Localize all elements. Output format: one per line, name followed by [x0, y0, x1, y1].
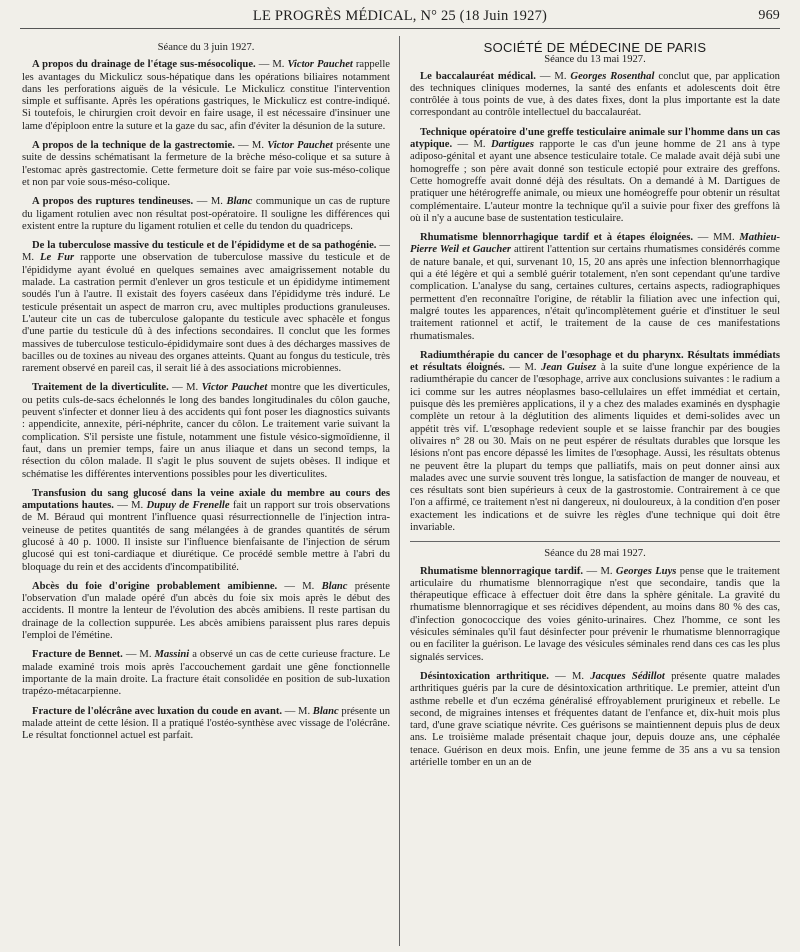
article-body: fait un rapport sur trois observations de M. Béraud qui montrent l'influence quasi résurrectionnelle de l'injection intra-veineuse de petites quantités de sang mélangées à de grandes quantités de sérum glucosé à 40 p. 1000. Il insiste sur l'influence bienfaisante de l'injection de sérum glucosé qui est toni-cardiaque et diurétique. Ce procédé semble mettre à l'abri du bloquage du rein et des accidents d'incompatibilité.: [22, 500, 390, 573]
article-separator: — M.: [535, 70, 571, 82]
article-author: Le Fur: [40, 252, 75, 264]
article-separator: — M.: [277, 580, 322, 592]
second-session-date: Séance du 28 mai 1927.: [544, 548, 646, 560]
article-paragraph: [22, 706, 390, 743]
article-title: De la tuberculose massive du testicule et de l'épididyme et de sa pathogénie.: [32, 240, 377, 252]
article-title: Désintoxication arthritique.: [420, 670, 549, 682]
article-paragraph: [410, 71, 780, 120]
article-body: présente une suite de dessins schématisant la fermeture de la brèche méso-colique et sa suture à l'estomac après gastrectomie. Cette fermeture doit se faire par voie sus-méso-colique et non par voie sous-méso-colique.: [22, 140, 390, 188]
article-paragraph: [410, 671, 780, 769]
article-paragraph: [22, 196, 390, 233]
article-paragraph: [410, 127, 780, 225]
article-author: Georges Rosenthal: [570, 70, 655, 82]
article-paragraph: [22, 382, 390, 480]
article-title: A propos de la technique de la gastrectomie.: [32, 140, 235, 152]
article-separator: — M.: [113, 500, 147, 512]
article-paragraph: [22, 240, 390, 375]
article-body: rapporte une observation de tuberculose massive du testicule et de l'épididyme ayant évolué en quelques semaines avec amaigrissement notable du malade. La castration permit d'enlever un gros testicule et un épididyme intimement soudés l'un à l'autre. Il existait des foyers caséeux dans l'épididyme très induré. Le testicule présentait un aspect de marron cru, avec multiples productions granuleuses. L'auteur cite un cas de tuberculose galopante du testicule avec sphacèle et fongus d'une partie du testicule dû à des infections secondaires. Il conclut que les formes massives de tuberculose testiculo-épididymaire sont dues à des décharges massives de bacilles ou de toxines au niveau des organes atteints. Quant au fongus du testicule, très rarement observé en pareil cas, il serait lié à des associations microbiennes.: [22, 252, 390, 375]
page-number: 969: [758, 8, 780, 23]
article-paragraph: [410, 232, 780, 343]
article-separator: — MM.: [693, 232, 740, 244]
running-header: [20, 4, 780, 29]
left-column: [22, 36, 390, 948]
article-separator: — M.: [193, 196, 227, 208]
article-title: A propos des ruptures tendineuses.: [32, 196, 194, 208]
society-title: SOCIÉTÉ DE MÉDECINE DE PARIS: [483, 40, 707, 55]
article-separator: — M.: [168, 382, 202, 394]
right-articles: [410, 71, 780, 535]
article-body: présente quatre malades arthritiques guéris par la cure de désintoxication arthritique. Le premier, atteint d'un asthme rebelle et d'un eczéma généralisé effroyablement prurigineux et rebelle. Le second, de migraines intenses et fréquentes datant de l'enfance et, dix-huit mois plus tard, d'une grave sciatique névrite. Ces guérisons se maintiennent depuis plus de deux ans. Le troisième malade présentait chaque jour, depuis douze ans, une céphalée tenace. Guérison en deux mois. Enfin, une jeune femme de 35 ans a vu sa tension artérielle tomber en un an de: [410, 670, 780, 769]
article-body: pense que le traitement articulaire du rhumatisme blennorragique n'est que secondaire, tandis que la thérapeutique efficace à effectuer doit être dans la sphère génitale. La gravité du rhumatisme blennorragique et ses récidives dépendent, au moins dans 80 % des cas, d'infection gonococcique des voies génito-urinaires. Chez l'homme, ce sont les vésicules séminales qu'il faut désinfecter pour prévenir le rhumatisme blennorragique ou en faciliter la guérison. Le lavage des vésicules séminales rend dans ces cas les plus signalés services.: [410, 565, 780, 663]
article-separator: — M.: [122, 649, 155, 661]
article-author: Victor Pauchet: [201, 382, 268, 394]
article-body: montre que les diverticules, ou petits culs-de-sacs échelonnés le long des bandes longitudinales du côlon gauche, peuvent s'infecter et donner lieu à des accidents qui font poser les diagnostics suivants : appendicite, annexite, péri-néphrite, cancer du côlon. Le traitement varie suivant la complication. S'il persiste une fistule, notamment une fistule vésico-sigmoïdienne, il faut, dans un premier temps, faire un anus iliaque et dans un second temps, la résection du côlon malade. Il s'agit le plus souvent de sujets obèses. Il indique et schématise les différentes interventions possibles pour les diverticulites.: [22, 382, 390, 480]
article-title: Abcès du foie d'origine probablement amibienne.: [32, 580, 278, 592]
article-author: Dartigues: [490, 139, 534, 151]
session-date: Séance du 3 juin 1927.: [157, 42, 255, 53]
article-separator: — M.: [22, 240, 390, 264]
article-separator: — M.: [282, 705, 313, 717]
article-separator: — M.: [452, 139, 491, 151]
article-body: communique un cas de rupture du ligament rotulien avec non résultat post-opératoire. Il souligne les différences qui existent entre la rupture du ligament rotulien et celle du tendon du quadriceps.: [22, 196, 390, 232]
article-body: à la suite d'une longue expérience de la radiumthérapie du cancer de l'œsophage, arrive aux conclusions suivantes : le radium a ici comme sur les autres néoplasmes baso-cellulaires un effet immédiat et certain, puisque dès les premières applications, il y a chez des malades examinés en dysphagie complète un retour à la déglutition des aliments liquides et demi-solides avec un appétit très vif. L'œsophage redevient souple et se laisse franchir par des bougies olivaires n° 28 ou 30. Mais on ne peut espérer de résultats durables que lorsque les lésions n'ont pas encore dépassé les limites de l'œsophage. Aussi, les résultats obtenus ne peuvent être la plupart du temps que palliatifs, mais on peut donner ainsi aux malades avec une survie souvent très longue, la satisfaction de manger de nouveau, et ces résultats sont bien supérieurs à ceux de la gastrostomie. Contrairement à ce que l'on a affirmé, ce traitement n'est ni dangereux, ni douloureux, à la condition d'en poser exactement les indications et de suivre les règles d'une technique qui doit être invariable.: [410, 362, 780, 533]
article-separator: — M.: [504, 362, 542, 374]
article-body: présente l'observation d'un malade opéré d'un abcès du foie six mois après le début des accidents. Il montre la lenteur de l'évolution des abcès amibiens. Il reste partisan du drainage de la collection suppurée. Les abcès amibiens paraissent plus rares depuis l'emploi de l'émétine.: [22, 580, 390, 642]
section-rule: [410, 541, 780, 542]
article-title: Traitement de la diverticulite.: [32, 382, 169, 394]
article-title: Le baccalauréat médical.: [420, 70, 536, 82]
article-title: A propos du drainage de l'étage sus-mésocolique.: [32, 59, 256, 71]
article-body: rapporte le cas d'un jeune homme de 21 ans à type adiposo-génital et ayant une absence testiculaire totale. Ce malade avait déjà subi une homogreffe ; son père avait donné son testicule ectopié pour extraire des greffons. Cette homogreffe avait donné déjà des résultats. On a demandé à M. Dartigues de pratiquer une hétérogreffe animale, ou mieux une homéogreffe pour obtenir un résultat complémentaire. L'auteur montre la technique qu'il a suivie pour fixer des greffons là où il n'y a aucune base de sustentation testiculaire.: [410, 139, 780, 224]
article-author: Jean Guisez: [541, 362, 597, 374]
running-title: LE PROGRÈS MÉDICAL, N° 25 (18 Juin 1927): [252, 7, 548, 24]
article-separator: — M.: [255, 59, 288, 71]
column-divider: [399, 36, 400, 946]
article-body: conclut que, par application des techniques cliniques modernes, la santé des enfants et adolescents doit être contrôlée à tous points de vue, à des dates fixes, dont la plus importante est la date correspondant au contrôle intellectuel du baccalauréat.: [410, 70, 780, 119]
article-body: attirent l'attention sur certains rhumatismes considérés comme de nature banale, et qui, survenant 10, 15, 20 ans après une infection blennorrhagique qui a été légère et qui a semblé guérir totalement, n'en sont cependant qu'une tardive complication. L'analyse du sang, certaines cultures, certains aspects, radiographiques permettent d'en reconnaître l'origine, de rétablir la filiation avec une infection qui, malgré toutes les apparences, n'était qu'incomplètement guérie et d'instituer le seul traitement rationnel et actif, le traitement de la cause de ces manifestations rhumatismales.: [410, 244, 780, 342]
article-title: Radiumthérapie du cancer de l'œsophage et du pharynx. Résultats immédiats et résultats éloignés.: [410, 349, 780, 374]
article-author: Blanc: [226, 196, 253, 208]
article-paragraph: [410, 566, 780, 664]
article-paragraph: [410, 350, 780, 534]
article-title: Rhumatisme blennorrhagique tardif et à étapes éloignées.: [420, 232, 694, 244]
article-body: rappelle les avantages du Mickulicz sous-hépatique dans les opérations biliaires notamment dans les perforations aiguës de la vésicule. Le Mickulicz constitue l'intervention simple et suffisante. Après les opérations gastriques, le Mickulicz est contre-indiqué. Si toutefois, le chirurgien croit devoir en faire usage, il est nécessaire d'insinuer une lame d'épiploon entre la suture et la gaze du sac, afin d'éviter la désunion de la suture.: [22, 59, 390, 132]
society-session-date: Séance du 13 mai 1927.: [544, 54, 646, 66]
article-paragraph: [22, 59, 390, 133]
article-separator: — M.: [583, 565, 616, 577]
article-body: présente un malade atteint de cette lésion. Il a pratiqué l'ostéo-synthèse avec vissage de l'olécrâne. Le résultat fonctionnel actuel est parfait.: [22, 705, 390, 742]
article-title: Fracture de Bennet.: [32, 649, 123, 661]
article-title: Technique opératoire d'une greffe testiculaire animale sur l'homme dans un cas atypique.: [410, 126, 780, 151]
article-author: Mathieu-Pierre Weil et Gaucher: [410, 232, 780, 256]
article-title: Rhumatisme blennorragique tardif.: [420, 565, 584, 577]
article-author: Victor Pauchet: [287, 59, 353, 71]
article-paragraph: [22, 581, 390, 642]
article-author: Massini: [154, 649, 190, 661]
right-articles-second-session: [410, 566, 780, 770]
article-separator: — M.: [234, 140, 268, 152]
article-separator: — M.: [548, 670, 591, 682]
article-body: a observé un cas de cette curieuse fracture. Le malade examiné trois mois après l'accouchement gardait une gêne fonctionnelle importante de la main droite. La fracture était consolidée en position de sub-luxation trapézo-métacarpienne.: [22, 649, 390, 698]
article-author: Jacques Sédillot: [590, 670, 665, 682]
article-title: Transfusion du sang glucosé dans la veine axiale du membre au cours des amputations hautes.: [22, 487, 390, 512]
article-author: Victor Pauchet: [267, 140, 333, 152]
article-title: Fracture de l'olécrâne avec luxation du coude en avant.: [32, 705, 283, 717]
left-articles: [22, 59, 390, 742]
article-paragraph: [22, 140, 390, 189]
right-column: [410, 36, 780, 948]
article-paragraph: [22, 488, 390, 574]
article-paragraph: [22, 649, 390, 698]
article-author: Dupuy de Frenelle: [146, 500, 230, 512]
article-author: Blanc: [312, 705, 339, 717]
article-author: Georges Luys: [615, 565, 677, 577]
article-author: Blanc: [321, 580, 348, 592]
